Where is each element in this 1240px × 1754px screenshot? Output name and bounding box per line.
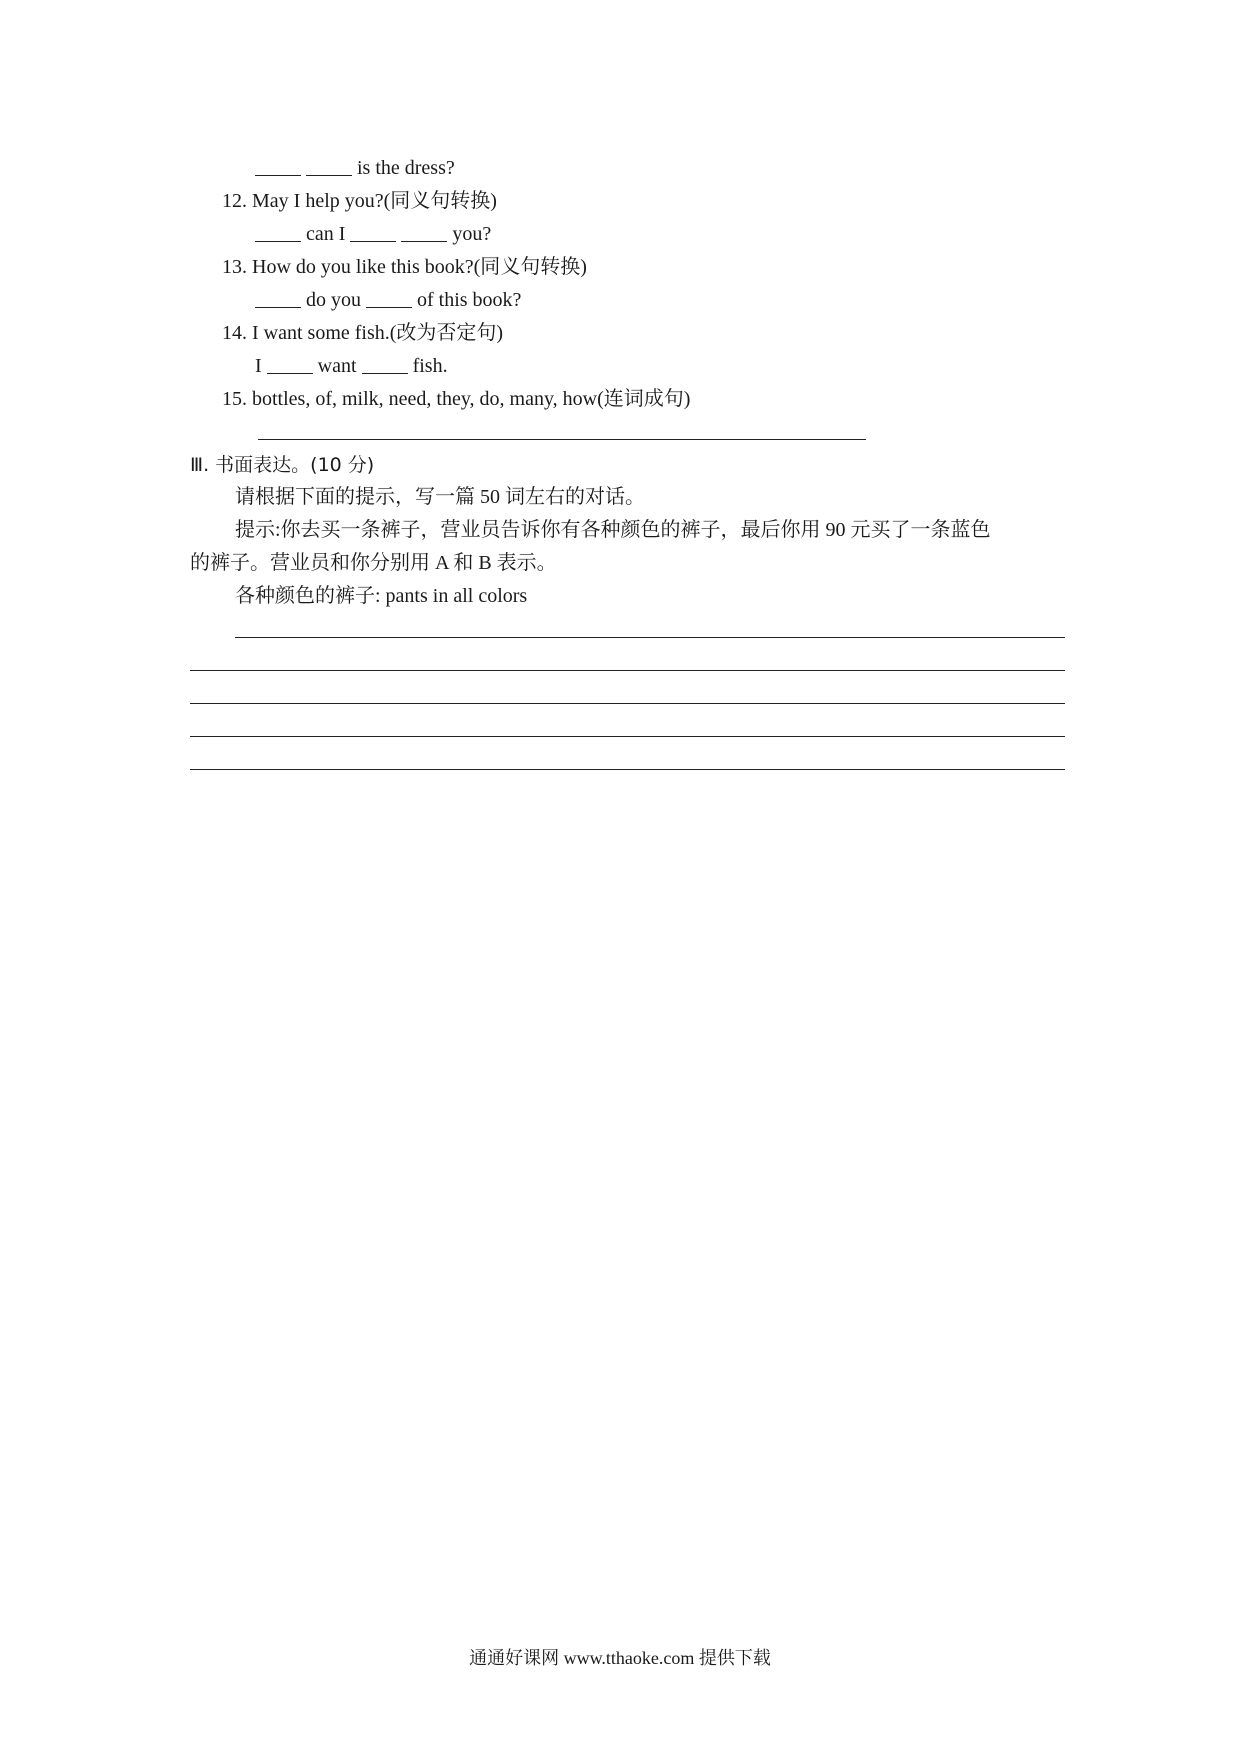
answer-blank[interactable] [401, 223, 447, 242]
answer-blank[interactable] [350, 223, 396, 242]
q13-prompt: 13. How do you like this book?(同义句转换) [222, 256, 587, 278]
q12-answer-line [255, 221, 491, 247]
writing-line[interactable] [190, 769, 1065, 770]
q14-answer-line [255, 353, 448, 379]
writing-line[interactable] [190, 736, 1065, 737]
q14-answer-mid: want [317, 355, 357, 377]
answer-blank[interactable] [255, 157, 301, 176]
answer-blank[interactable] [366, 289, 412, 308]
q12-answer-mid: can I [306, 223, 346, 245]
q12-prompt: 12. May I help you?(同义句转换) [222, 190, 497, 212]
writing-line[interactable] [190, 670, 1065, 671]
q13-answer-line [255, 287, 521, 313]
answer-blank[interactable] [255, 223, 301, 242]
q11-answer-text: is the dress? [357, 157, 455, 179]
section3-instruction: 请根据下面的提示，写一篇 50 词左右的对话。 [235, 486, 645, 508]
section3-hint-line2: 的裤子。营业员和你分别用 A 和 B 表示。 [190, 552, 557, 574]
q13-answer-mid: do you [306, 289, 361, 311]
section3-title: Ⅲ. 书面表达。(10 分) [190, 454, 375, 476]
footer-text: 通通好课网 www.tthaoke.com 提供下载 [469, 1648, 771, 1668]
writing-line[interactable] [235, 637, 1065, 638]
q12-answer-end: you? [452, 223, 492, 245]
answer-blank[interactable] [267, 355, 313, 374]
answer-blank[interactable] [255, 289, 301, 308]
section3-hint-line1: 提示:你去买一条裤子，营业员告诉你有各种颜色的裤子，最后你用 90 元买了一条蓝色 [235, 519, 991, 541]
q14-prompt: 14. I want some fish.(改为否定句) [222, 322, 504, 344]
q13-answer-end: of this book? [417, 289, 522, 311]
q15-prompt: 15. bottles, of, milk, need, they, do, many, how(连词成句) [222, 388, 691, 410]
q14-answer-end: fish. [412, 355, 448, 377]
answer-blank[interactable] [362, 355, 408, 374]
answer-blank[interactable] [306, 157, 352, 176]
section3-vocab: 各种颜色的裤子: pants in all colors [235, 585, 528, 607]
writing-line[interactable] [190, 703, 1065, 704]
q11-answer-line [255, 155, 455, 181]
q15-answer-rule[interactable] [258, 439, 866, 440]
q14-answer-start: I [255, 355, 262, 377]
